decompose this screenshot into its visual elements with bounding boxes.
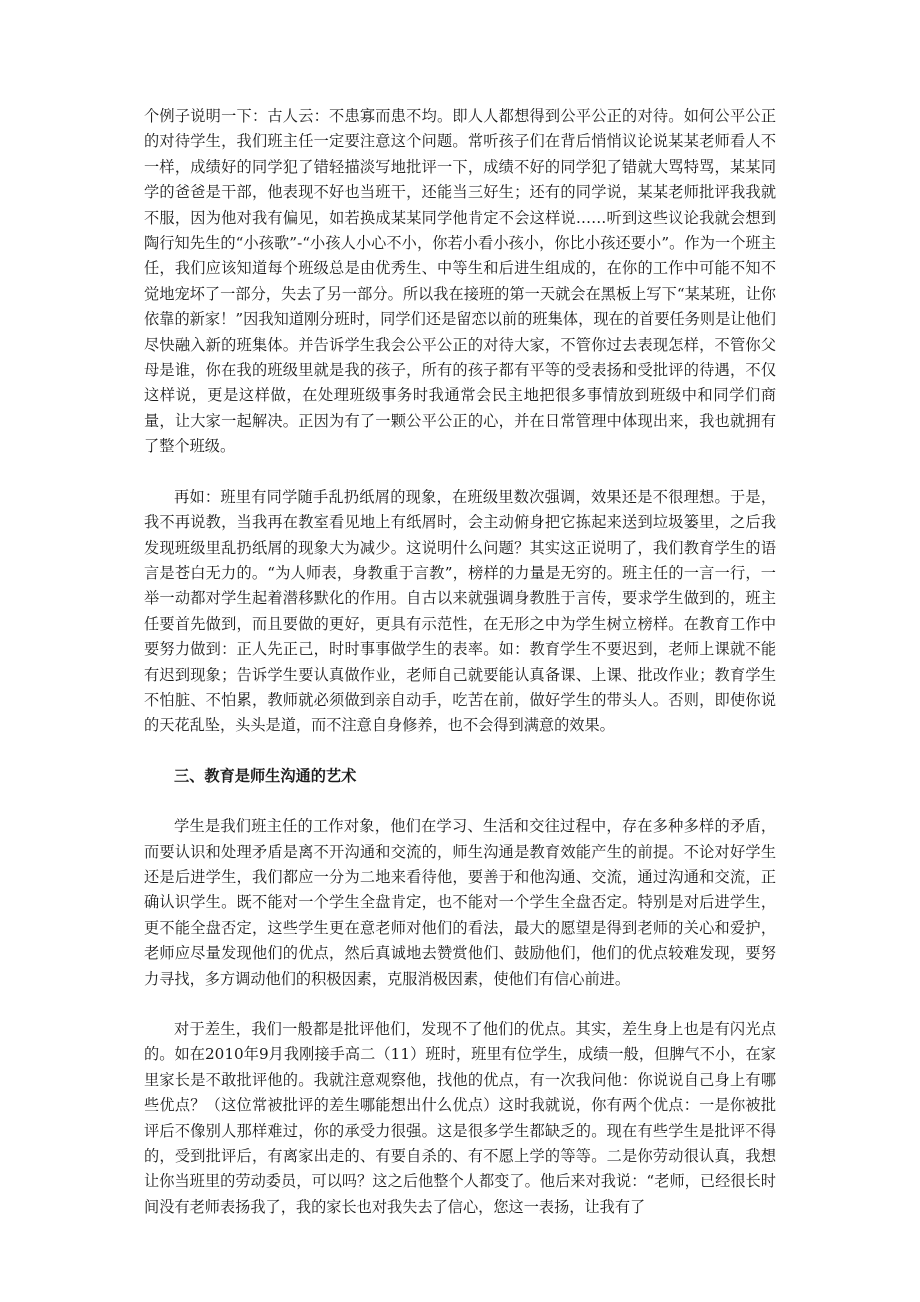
document-body (144, 104, 776, 1245)
paragraph-communication: 学生是我们班主任的工作对象，他们在学习、生活和交往过程中，存在多种多样的矛盾，而要认识和处理矛盾是离不开沟通和交流的，师生沟通是教育效能产生的前提。不论对好学生还是后进学生，我们都应一分为二地来看待他，要善于和他沟通、交流，通过沟通和交流，正确认识学生。既不能对一个学生全盘肯定，也不能对一个学生全盘否定。特别是对后进学生，更不能全盘否定，这些学生更在意老师对他们的看法，最大的愿望是得到老师的关心和爱护，老师应尽量发现他们的优点，然后真诚地去赞赏他们、鼓励他们，他们的优点较难发现，要努力寻找，多方调动他们的积极因素，克服消极因素，使他们有信心前进。 (144, 817, 776, 988)
section-heading-communication: 三、教育是师生沟通的艺术 (174, 766, 357, 785)
paragraph-fairness: 个例子说明一下：古人云：不患寡而患不均。即人人都想得到公平公正的对待。如何公平公正的对待学生，我们班主任一定要注意这个问题。常听孩子们在背后悄悄议论说某某老师看人不一样，成绩好的同学犯了错轻描淡写地批评一下，成绩不好的同学犯了错就大骂特骂，某某同学的爸爸是干部，他表现不好也当班干，还能当三好生；还有的同学说，某某老师批评我我就不服，因为他对我有偏见，如若换成某某同学他肯定不会这样说……听到这些议论我就会想到陶行知先生的“小孩歌”-“小孩人小心不小，你若小看小孩小，你比小孩还要小”。作为一个班主任，我们应该知道每个班级总是由优秀生、中等生和后进生组成的，在你的工作中可能不知不觉地宠坏了一部分，失去了另一部分。所以我在接班的第一天就会在黑板上写下“某某班，让你依靠的新家！”因我知道刚分班时，同学们还是留恋以前的班集体，现在的首要任务则是让他们尽快融入新的班集体。并告诉学生我会公平公正的对待大家，不管你过去表现怎样，不管你父母是谁，你在我的班级里就是我的孩子，所有的孩子都有平等的受表扬和受批评的待遇，不仅这样说，更是这样做，在处理班级事务时我通常会民主地把很多事情放到班级中和同学们商量，让大家一起解决。正因为有了一颗公平公正的心，并在日常管理中体现出来，我也就拥有了整个班级。 (144, 107, 776, 456)
paragraph-poor-students: 对于差生，我们一般都是批评他们，发现不了他们的优点。其实，差生身上也是有闪光点的。如在2010年9月我刚接手高二（11）班时，班里有位学生，成绩一般，但脾气不小，在家里家长是不敢批评他的。我就注意观察他，找他的优点，有一次我问他：你说说自己身上有哪些优点？（这位常被批评的差生哪能想出什么优点）这时我就说，你有两个优点：一是你被批评后不像别人那样难过，你的承受力很强。这是很多学生都缺乏的。现在有些学生是批评不得的，受到批评后，有离家出走的、有要自杀的、有不愿上学的等等。二是你劳动很认真，我想让你当班里的劳动委员，可以吗？这之后他整个人都变了。他后来对我说：“老师，已经很长时间没有老师表扬我了，我的家长也对我失去了信心，您这一表扬，让我有了 (144, 1020, 776, 1216)
paragraph-role-model: 再如：班里有同学随手乱扔纸屑的现象，在班级里数次强调，效果还是不很理想。于是，我不再说教，当我再在教室看见地上有纸屑时，会主动俯身把它拣起来送到垃圾篓里，之后我发现班级里乱扔纸屑的现象大为减少。这说明什么问题？其实这正说明了，我们教育学生的语言是苍白无力的。“为人师表，身教重于言教”，榜样的力量是无穷的。班主任的一言一行，一举一动都对学生起着潜移默化的作用。自古以来就强调身教胜于言传，要求学生做到的，班主任要首先做到，而且要做的更好，更具有示范性，在无形之中为学生树立榜样。在教育工作中要努力做到：正人先正己，时时事事做学生的表率。如：教育学生不要迟到，老师上课就不能有迟到现象；告诉学生要认真做作业，老师自己就要能认真备课、上课、批改作业；教育学生不怕脏、不怕累，教师就必须做到亲自动手，吃苦在前，做好学生的带头人。否则，即使你说的天花乱坠，头头是道，而不注意自身修养，也不会得到满意的效果。 (144, 487, 776, 735)
